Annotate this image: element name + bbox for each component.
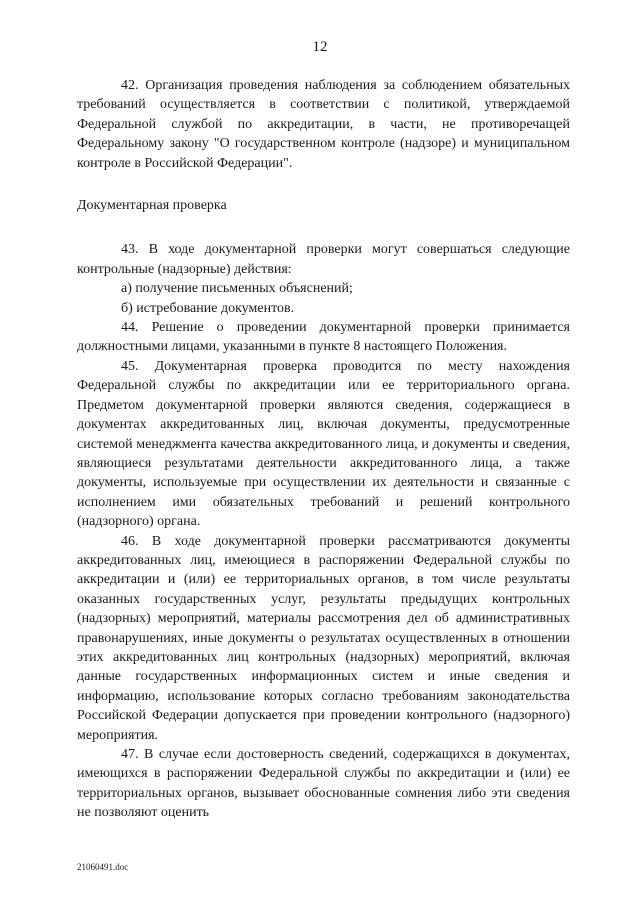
- document-body: [77, 76, 570, 823]
- paragraph-44: 44. Решение о проведении документарной проверки принимается должностными лицами, указанными в пункте 8 настоящего Положения.: [77, 320, 570, 355]
- list-item-a: а) получение письменных объяснений;: [121, 281, 353, 297]
- paragraph-46: 46. В ходе документарной проверки рассматриваются документы аккредитованных лиц, имеющиеся в распоряжении Федеральной службы по аккредитации и (или) ее территориальных органов, в том числе результаты оказанных государственных услуг, результаты предыдущих контрольных (надзорных) мероприятий, материалы рассмотрения дел об административных правонарушениях, иные документы о результатах осуществленных в отношении этих аккредитованных лиц контрольных (надзорных) мероприятий, включая данные государственных информационных систем и иные сведения и информацию, использование которых согласно требованиям законодательства Российской Федерации допускается при проведении контрольного (надзорного) мероприятия.: [77, 533, 570, 743]
- paragraph-45: 45. Документарная проверка проводится по месту нахождения Федеральной службы по аккредитации или ее территориального органа. Предметом документарной проверки являются сведения, содержащиеся в документах аккредитованных лиц, включая документы, предусмотренные системой менеджмента качества аккредитованного лица, и документы и сведения, являющиеся результатами деятельности аккредитованного лица, а также документы, используемые при осуществлении их деятельности и связанные с исполнением ими обязательных требований и решений контрольного (надзорного) органа.: [77, 358, 570, 530]
- page-number: 12: [312, 39, 328, 55]
- paragraph-43: 43. В ходе документарной проверки могут совершаться следующие контрольные (надзорные) действия:: [77, 242, 570, 277]
- paragraph-47: 47. В случае если достоверность сведений, содержащихся в документах, имеющихся в распоряжении Федеральной службы по аккредитации и (или) ее территориальных органов, вызывает обоснованные сомнения либо эти сведения не позволяют оценить: [77, 747, 570, 821]
- list-item-b: б) истребование документов.: [121, 300, 295, 316]
- section-heading: Документарная проверка: [77, 198, 227, 214]
- paragraph-42: 42. Организация проведения наблюдения за соблюдением обязательных требований осуществляется в соответствии с политикой, утверждаемой Федеральной службой по аккредитации, в части, не противоречащей Федеральному закону "О государственном контроле (надзоре) и муниципальном контроле в Российской Федерации".: [77, 78, 570, 171]
- footer-file-code: 21060491.doc: [77, 862, 129, 872]
